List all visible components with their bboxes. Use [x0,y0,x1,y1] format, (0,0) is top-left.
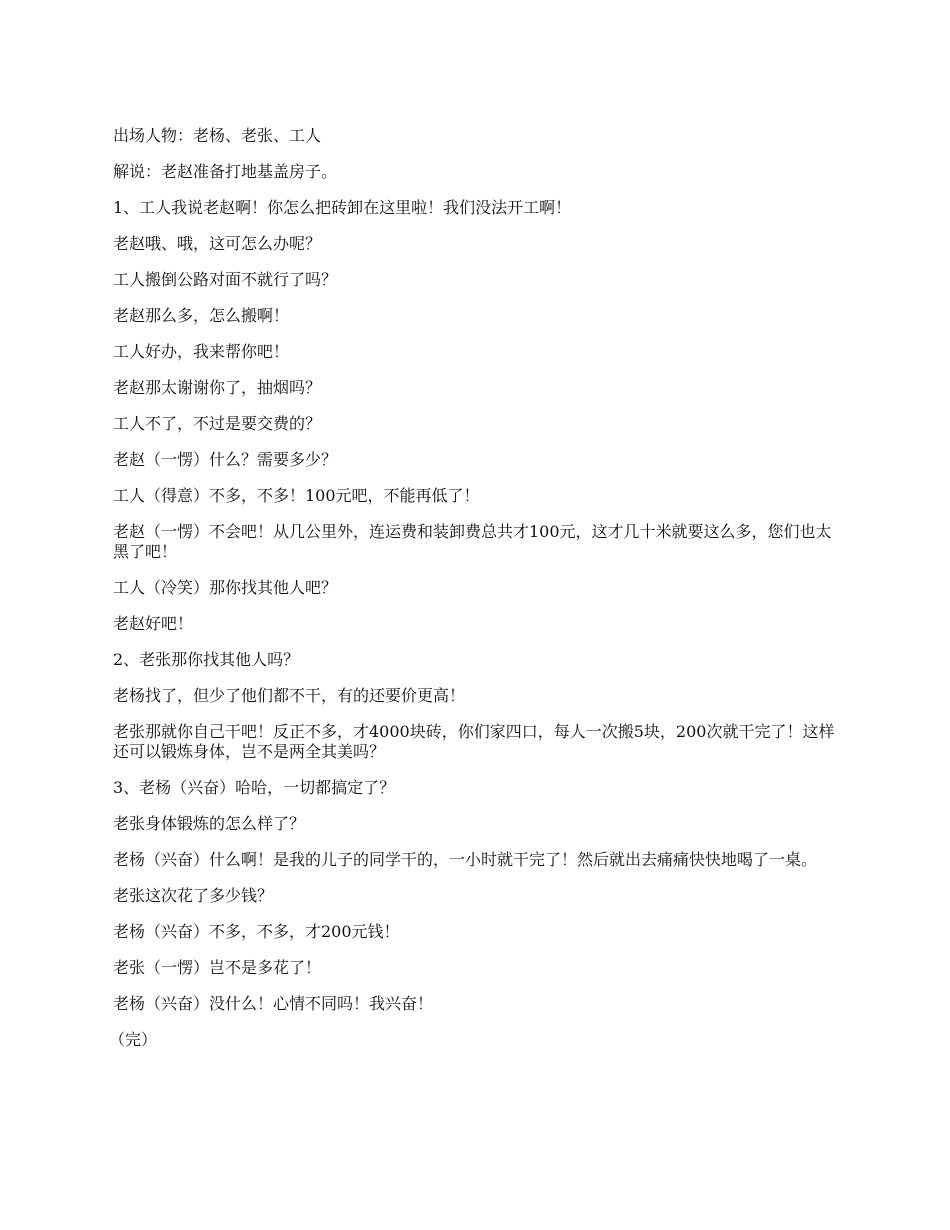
dialogue-line: 1、工人我说老赵啊！你怎么把砖卸在这里啦！我们没法开工啊！ [113,198,572,217]
cast-line: 出场人物：老杨、老张、工人 [113,126,322,145]
dialogue-line: 老张（一愣）岂不是多花了！ [113,958,322,977]
dialogue-line: 工人（冷笑）那你找其他人吧？ [113,578,338,597]
dialogue-line: 老赵那太谢谢你了，抽烟吗？ [113,378,322,397]
dialogue-line: 工人不了，不过是要交费的？ [113,414,322,433]
dialogue-line: 工人（得意）不多，不多！100元吧，不能再低了！ [113,486,480,505]
dialogue-line: 老张这次花了多少钱？ [113,886,274,905]
dialogue-line: 老杨（兴奋）什么啊！是我的儿子的同学干的，一小时就干完了！然后就出去痛痛快快地喝了一桌。 [113,850,818,869]
dialogue-line: 2、老张那你找其他人吗？ [113,650,300,669]
dialogue-line: 老张身体锻炼的怎么样了？ [113,814,306,833]
dialogue-line: 老杨找了，但少了他们都不干，有的还要价更高！ [113,686,466,705]
dialogue-line: 老赵（一愣）不会吧！从几公里外，连运费和装卸费总共才100元，这才几十米就要这么多，您们也太黑了吧！ [113,522,832,561]
dialogue-line: 老赵（一愣）什么？需要多少？ [113,450,338,469]
end-marker: （完） [109,1030,158,1049]
document-body [109,126,843,1066]
dialogue-line: 老赵好吧！ [113,614,194,633]
dialogue-line: 工人好办，我来帮你吧！ [113,342,290,361]
dialogue-line: 3、老杨（兴奋）哈哈，一切都搞定了？ [113,778,396,797]
dialogue-line: 老杨（兴奋）没什么！心情不同吗！我兴奋！ [113,994,434,1013]
dialogue-line: 老赵那么多，怎么搬啊！ [113,306,290,325]
narration-line: 解说：老赵准备打地基盖房子。 [113,162,338,181]
dialogue-line: 老张那就你自己干吧！反正不多，才4000块砖，你们家四口，每人一次搬5块，200次就干完了！这样还可以锻炼身体，岂不是两全其美吗？ [113,722,835,761]
dialogue-line: 老杨（兴奋）不多，不多，才200元钱！ [113,922,400,941]
dialogue-line: 老赵哦、哦，这可怎么办呢？ [113,234,322,253]
dialogue-line: 工人搬倒公路对面不就行了吗？ [113,270,338,289]
